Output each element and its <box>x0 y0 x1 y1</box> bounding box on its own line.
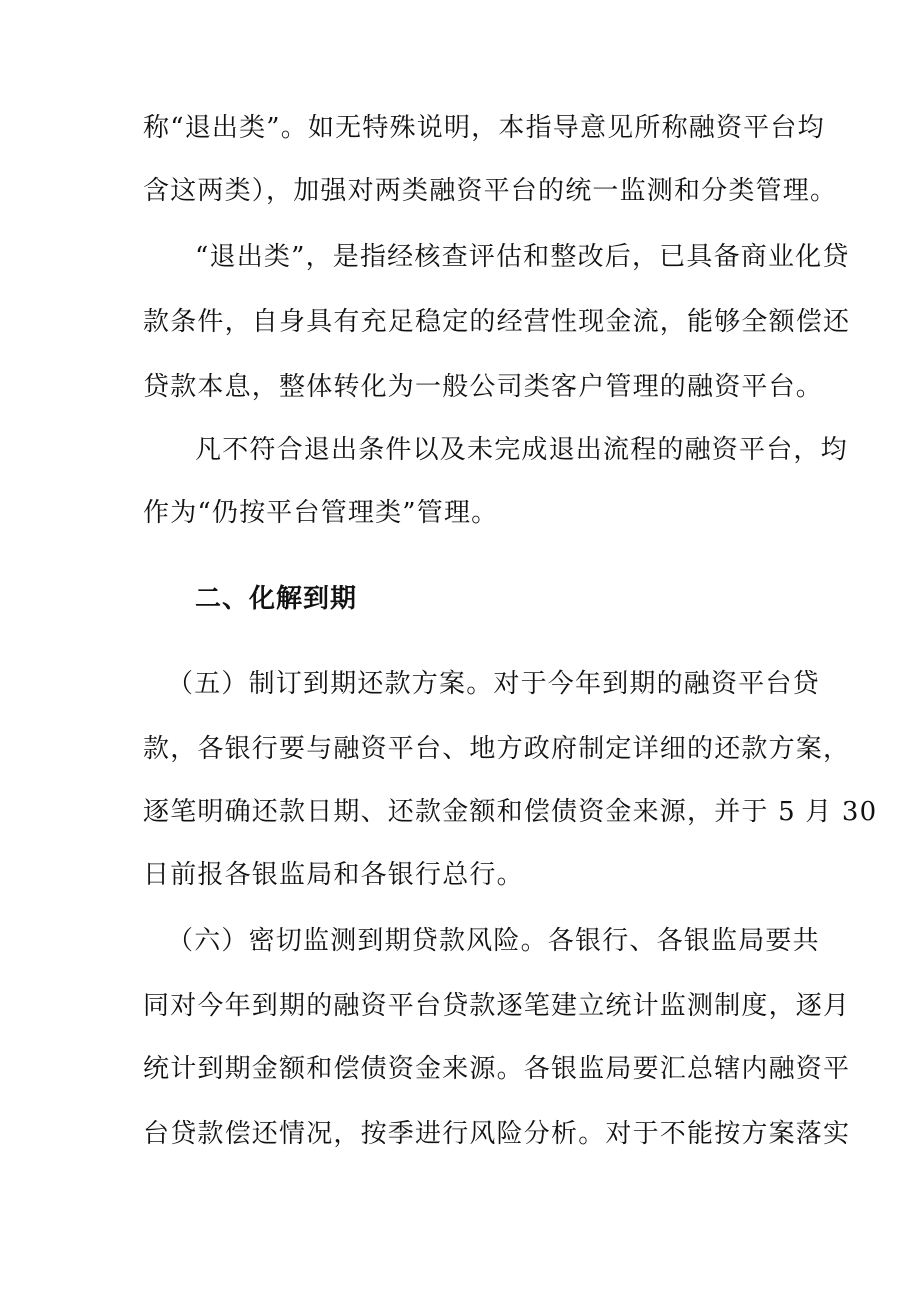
paragraph-non-exit-line-1: 凡不符合退出条件以及未完成退出流程的融资平台，均 <box>195 435 848 465</box>
item-5-line-4: 日前报各银监局和各银行总行。 <box>143 860 524 890</box>
paragraph-intro-line-1: 称“退出类”。如无特殊说明，本指导意见所称融资平台均 <box>143 113 825 143</box>
paragraph-non-exit-line-2: 作为“仍按平台管理类”管理。 <box>143 498 499 528</box>
item-6-line-3: 统计到期金额和偿债资金来源。各银监局要汇总辖内融资平 <box>143 1054 851 1084</box>
item-6-line-1: （六）密切监测到期贷款风险。各银行、各银监局要共 <box>167 926 820 956</box>
item-6-line-4: 台贷款偿还情况，按季进行风险分析。对于不能按方案落实 <box>143 1119 851 1149</box>
item-6-line-2: 同对今年到期的融资平台贷款逐笔建立统计监测制度，逐月 <box>143 991 851 1021</box>
paragraph-exit-definition-line-2: 款条件，自身具有充足稳定的经营性现金流，能够全额偿还 <box>143 307 851 337</box>
section-heading: 二、化解到期 <box>195 584 358 614</box>
item-5-line-1: （五）制订到期还款方案。对于今年到期的融资平台贷 <box>167 669 820 699</box>
paragraph-intro-line-2: 含这两类），加强对两类融资平台的统一监测和分类管理。 <box>143 176 838 206</box>
item-5-line-2: 款，各银行要与融资平台、地方政府制定详细的还款方案， <box>143 734 851 764</box>
paragraph-exit-definition-line-3: 贷款本息，整体转化为一般公司类客户管理的融资平台。 <box>143 372 824 402</box>
paragraph-exit-definition-line-1: “退出类”，是指经核查评估和整改后，已具备商业化贷 <box>195 242 850 272</box>
item-5-line-3: 逐笔明确还款日期、还款金额和偿债资金来源，并于 5 月 30 <box>143 797 878 827</box>
